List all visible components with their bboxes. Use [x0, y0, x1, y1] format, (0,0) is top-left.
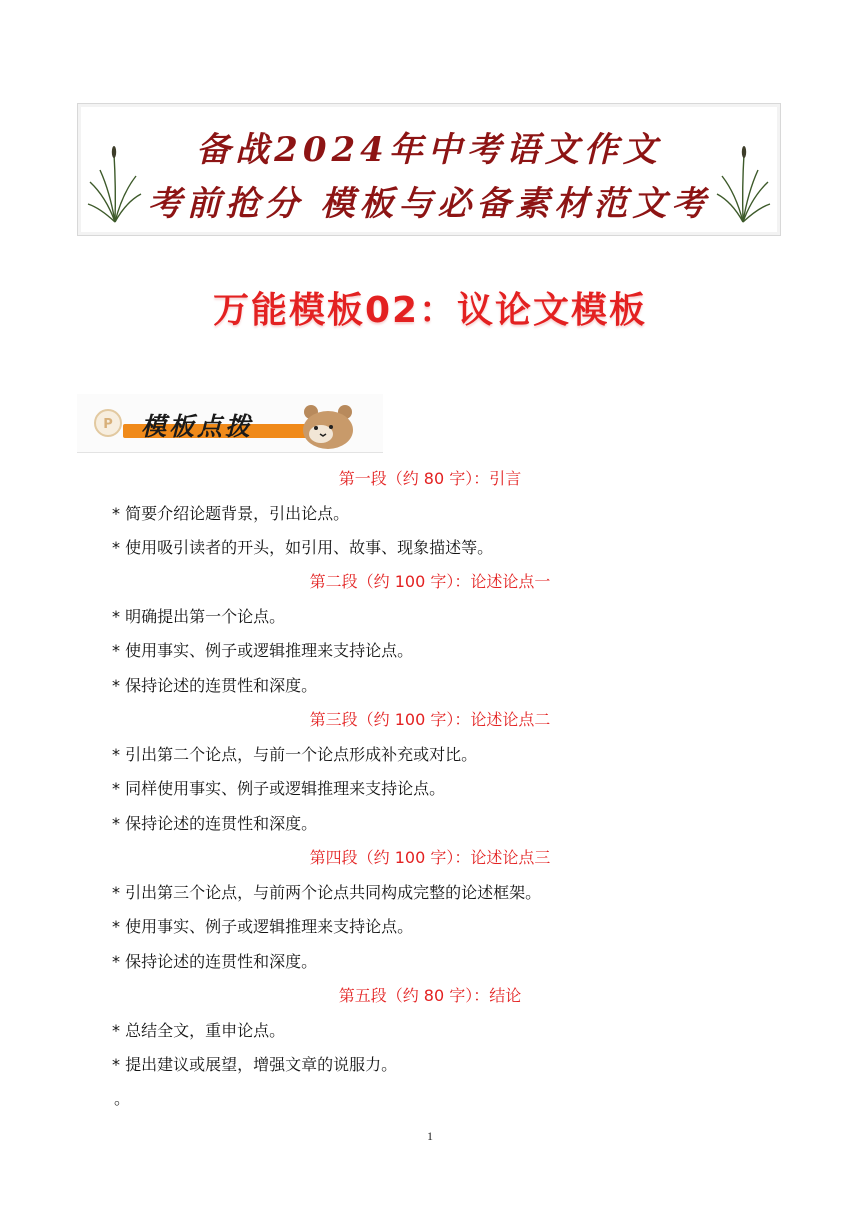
page-title: 万能模板02：议论文模板	[212, 290, 648, 331]
list-item: * 使用事实、例子或逻辑推理来支持论点。	[112, 917, 414, 936]
list-item: * 保持论述的连贯性和深度。	[112, 676, 318, 695]
segment-heading: 第一段（约 80 字）：引言	[338, 469, 522, 488]
list-item: * 简要介绍论题背景，引出论点。	[112, 504, 350, 523]
list-item: * 使用吸引读者的开头，如引用、故事、现象描述等。	[112, 538, 494, 557]
segment-heading: 第二段（约 100 字）：论述论点一	[309, 572, 551, 591]
list-item: * 使用事实、例子或逻辑推理来支持论点。	[112, 641, 414, 660]
list-item: * 总结全文，重申论点。	[112, 1021, 286, 1040]
list-item: * 同样使用事实、例子或逻辑推理来支持论点。	[112, 779, 446, 798]
banner-title-line-1: 备战2024年中考语文作文	[196, 130, 662, 170]
segment-heading: 第三段（约 100 字）：论述论点二	[309, 710, 551, 729]
banner-title-line-2: 考前抢分 模板与必备素材范文考	[147, 184, 711, 224]
list-item: * 引出第二个论点，与前一个论点形成补充或对比。	[112, 745, 478, 764]
list-item: * 提出建议或展望，增强文章的说服力。	[112, 1055, 398, 1074]
trailing-punctuation: 。	[114, 1089, 131, 1108]
segment-heading: 第四段（约 100 字）：论述论点三	[309, 848, 551, 867]
list-item: * 保持论述的连贯性和深度。	[112, 952, 318, 971]
section-tag-label: 模板点拨	[141, 412, 254, 441]
segment-heading: 第五段（约 80 字）：结论	[338, 986, 522, 1005]
svg-text:P: P	[103, 417, 113, 432]
list-item: * 明确提出第一个论点。	[112, 607, 286, 626]
list-item: * 引出第三个论点，与前两个论点共同构成完整的论述框架。	[112, 883, 542, 902]
page-number: 1	[427, 1129, 433, 1143]
list-item: * 保持论述的连贯性和深度。	[112, 814, 318, 833]
